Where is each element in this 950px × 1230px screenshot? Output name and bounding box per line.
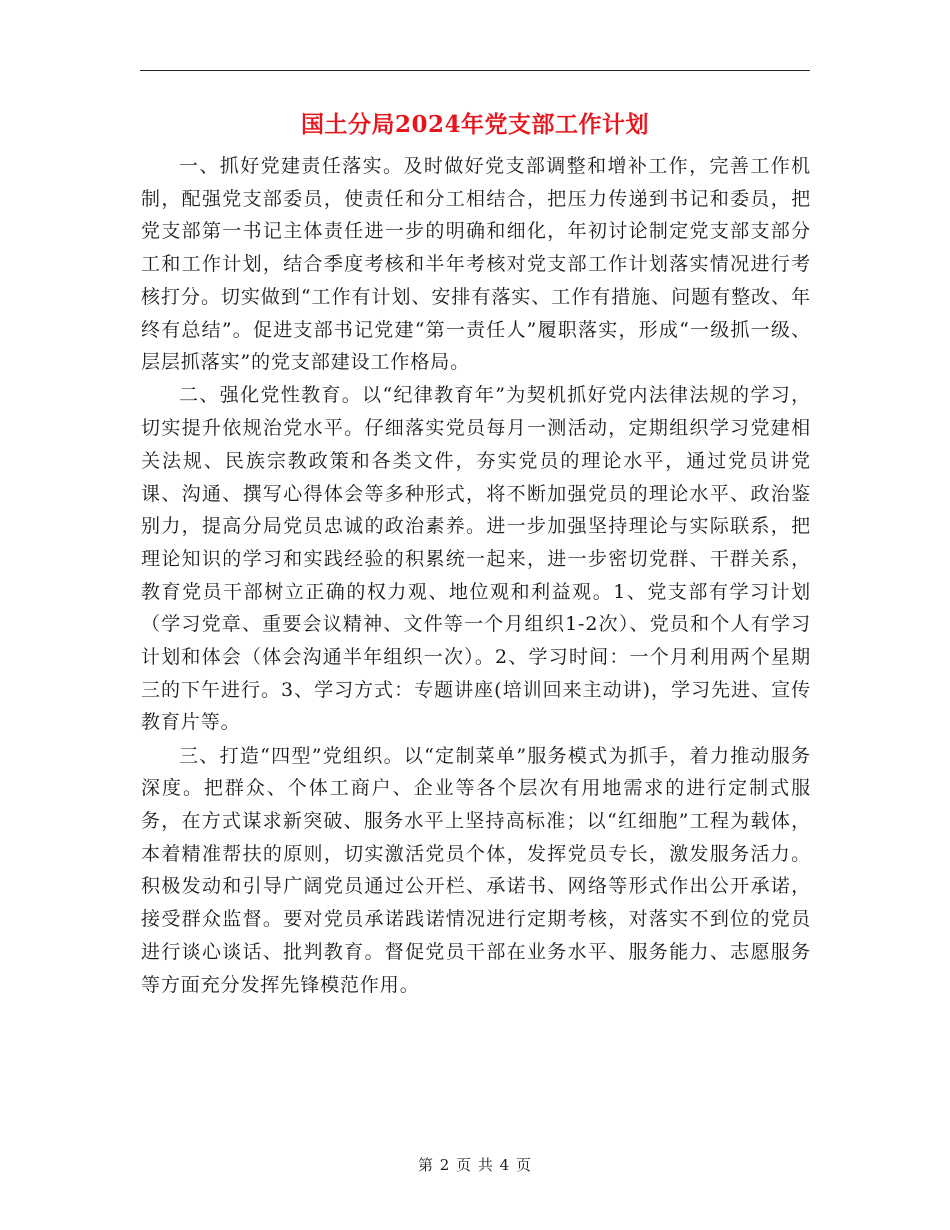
header-rule bbox=[140, 70, 810, 71]
paragraph-responsibility: 一、抓好党建责任落实。及时做好党支部调整和增补工作，完善工作机制，配强党支部委员，使责任和分工相结合，把压力传递到书记和委员，把党支部第一书记主体责任进一步的明确和细化，年初讨论制定党支部支部分工和工作计划，结合季度考核和半年考核对党支部工作计划落实情况进行考核打分。切实做到“工作有计划、安排有落实、工作有措施、问题有整改、年终有总结”。促进支部书记党建“第一责任人”履职落实，形成“一级抓一级、层层抓落实”的党支部建设工作格局。 bbox=[141, 155, 811, 374]
page-number-footer: 第 2 页 共 4 页 bbox=[418, 1156, 532, 1174]
document-title: 国土分局2024年党支部工作计划 bbox=[300, 111, 649, 138]
paragraph-party-education: 二、强化党性教育。以“纪律教育年”为契机抓好党内法律法规的学习，切实提升依规治党水平。仔细落实党员每月一测活动，定期组织学习党建相关法规、民族宗教政策和各类文件，夯实党员的理论水平，通过党员讲党课、沟通、撰写心得体会等多种形式，将不断加强党员的理论水平、政治鉴别力，提高分局党员忠诚的政治素养。进一步加强坚持理论与实际联系，把理论知识的学习和实践经验的积累统一起来，进一步密切党群、干群关系，教育党员干部树立正确的权力观、地位观和利益观。1、党支部有学习计划（学习党章、重要会议精神、文件等一个月组织1-2次）、党员和个人有学习计划和体会（体会沟通半年组织一次）。2、学习时间：一个月利用两个星期三的下午进行。3、学习方式：专题讲座(培训回来主动讲)，学习先进、宣传教育片等。 bbox=[141, 384, 811, 734]
document-body bbox=[141, 150, 811, 1002]
paragraph-four-type-organization: 三、打造“四型”党组织。以“定制菜单”服务模式为抓手，着力推动服务深度。把群众、个体工商户、企业等各个层次有用地需求的进行定制式服务，在方式谋求新突破、服务水平上坚持高标准；以“红细胞”工程为载体，本着精准帮扶的原则，切实激活党员个体，发挥党员专长，激发服务活力。积极发动和引导广阔党员通过公开栏、承诺书、网络等形式作出公开承诺，接受群众监督。要对党员承诺践诺情况进行定期考核，对落实不到位的党员进行谈心谈话、批判教育。督促党员干部在业务水平、服务能力、志愿服务等方面充分发挥先锋模范作用。 bbox=[141, 744, 811, 996]
